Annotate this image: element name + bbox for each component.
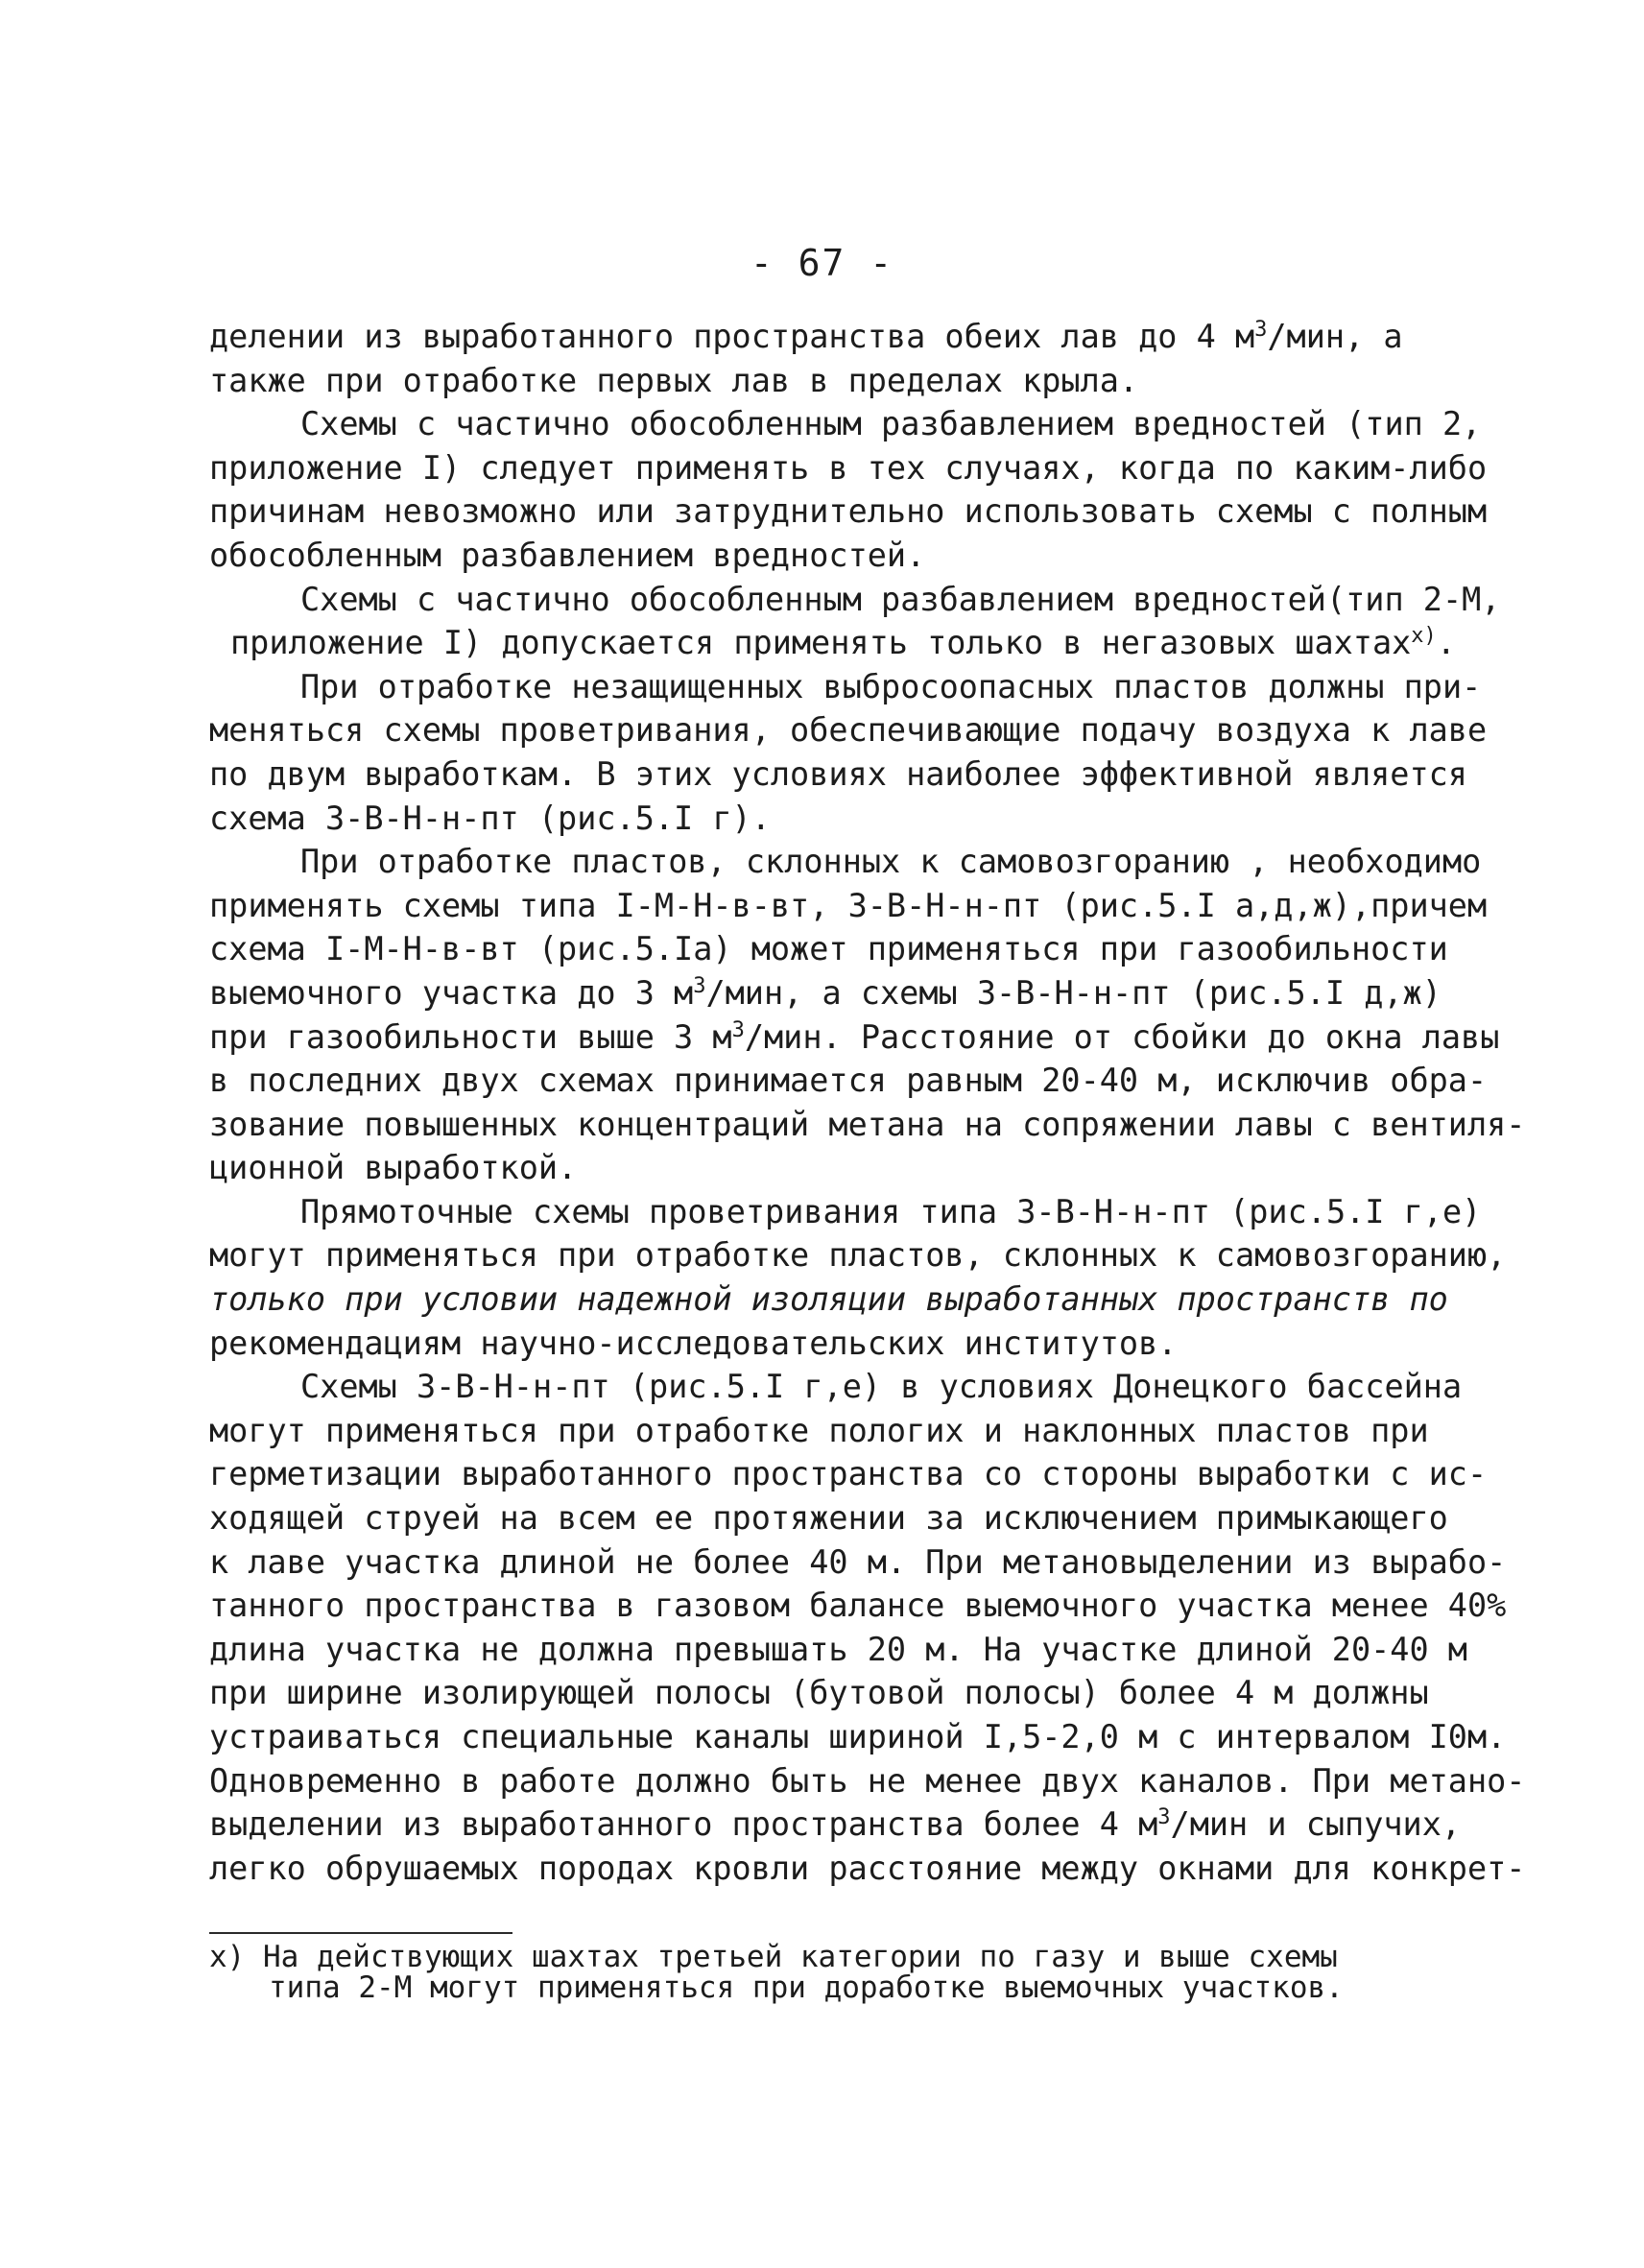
text-line: Одновременно в работе должно быть не менее двух каналов. При метано- bbox=[209, 1761, 1526, 1800]
text-line: в последних двух схемах принимается равным 20-40 м, исключив обра- bbox=[209, 1062, 1488, 1100]
text-line: выделении из выработанного пространства более 4 $м^3$/мин и сыпучих, bbox=[209, 1805, 1462, 1844]
paragraph-start: Схемы 3-В-Н-н-пт (рис.5.I г,е) в условиях Донецкого бассейна bbox=[300, 1368, 1463, 1406]
text-line: ционной выработкой. bbox=[209, 1149, 578, 1187]
text-line: выемочного участка до 3 $м^3$/мин, а схемы 3-В-Н-н-пт (рис.5.I д,ж) bbox=[209, 973, 1441, 1012]
text-line: приложение I) допускается применять только в негазовых шахтах$^{х)}$. bbox=[230, 624, 1456, 662]
paragraph-start: При отработке пластов, склонных к самовозгоранию , необходимо bbox=[300, 843, 1482, 881]
text-line: могут применяться при отработке пластов, склонных к самовозгоранию, bbox=[209, 1236, 1507, 1275]
footnote-line: типа 2-М могут применяться при доработке выемочных участков. bbox=[269, 1970, 1344, 2005]
text-line: к лаве участка длиной не более 40 м. При метановыделении из вырабо- bbox=[209, 1542, 1507, 1581]
text-line: меняться схемы проветривания, обеспечивающие подачу воздуха к лаве bbox=[209, 711, 1488, 750]
text-line: могут применяться при отработке пологих и наклонных пластов при bbox=[209, 1411, 1429, 1449]
text-line: длина участка не должна превышать 20 м. На участке длиной 20-40 м bbox=[209, 1630, 1467, 1668]
text-line: схема I-М-Н-в-вт (рис.5.Iа) может применяться при газообильности bbox=[209, 930, 1448, 968]
text-line: приложение I) следует применять в тех случаях, когда по каким-либо bbox=[209, 448, 1488, 487]
text-line: делении из выработанного пространства обеих лав до 4 $м^3$/мин, а bbox=[209, 317, 1403, 355]
text-line: рекомендациям научно-исследовательских институтов. bbox=[209, 1324, 1178, 1362]
text-line: ходящей струей на всем ее протяжении за исключением примыкающего bbox=[209, 1499, 1448, 1538]
text-line: легко обрушаемых породах кровли расстояние между окнами для конкрет- bbox=[209, 1849, 1526, 1887]
text-line: герметизации выработанного пространства со стороны выработки с ис- bbox=[209, 1455, 1488, 1493]
text-line: устраиваться специальные каналы шириной I,5-2,0 м с интервалом I0м. bbox=[209, 1718, 1507, 1755]
text-line: по двум выработкам. В этих условиях наиболее эффективной является bbox=[209, 754, 1467, 793]
text-line: применять схемы типа I-М-Н-в-вт, 3-В-Н-н-пт (рис.5.I а,д,ж),причем bbox=[209, 886, 1488, 924]
text-line: танного пространства в газовом балансе выемочного участка менее 40% bbox=[209, 1587, 1507, 1625]
text-line: при газообильности выше 3 $м^3$/мин. Расстояние от сбойки до окна лавы bbox=[209, 1017, 1500, 1056]
text-line: зование повышенных концентраций метана на сопряжении лавы с вентиля- bbox=[209, 1105, 1526, 1143]
paragraph-start: Прямоточные схемы проветривания типа 3-В-Н-н-пт (рис.5.I г,е) bbox=[300, 1192, 1482, 1230]
paragraph-start: Схемы с частично обособленным разбавлением вредностей (тип 2, bbox=[300, 405, 1482, 443]
footnote bbox=[209, 1942, 1486, 2003]
text-line-italic: только при условии надежной изоляции выработанных пространств по bbox=[209, 1280, 1448, 1319]
paragraph-start: Схемы с частично обособленным разбавлением вредностей(тип 2-М, bbox=[300, 580, 1501, 618]
page-number: - 67 - bbox=[750, 242, 894, 284]
text-line: при ширине изолирующей полосы (бутовой полосы) более 4 м должны bbox=[209, 1674, 1429, 1712]
text-line: схема 3-В-Н-н-пт (рис.5.I г). bbox=[209, 799, 771, 837]
paragraph-start: При отработке незащищенных выбросоопасных пластов должны при- bbox=[300, 667, 1482, 705]
text-line: обособленным разбавлением вредностей. bbox=[209, 536, 926, 574]
text-line: также при отработке первых лав в пределах крыла. bbox=[209, 361, 1139, 399]
footnote-divider bbox=[209, 1932, 512, 1934]
body-text bbox=[209, 315, 1526, 1890]
text-line: причинам невозможно или затруднительно использовать схемы с полным bbox=[209, 492, 1488, 531]
footnote-line: х) На действующих шахтах третьей категории по газу и выше схемы bbox=[209, 1940, 1338, 1974]
